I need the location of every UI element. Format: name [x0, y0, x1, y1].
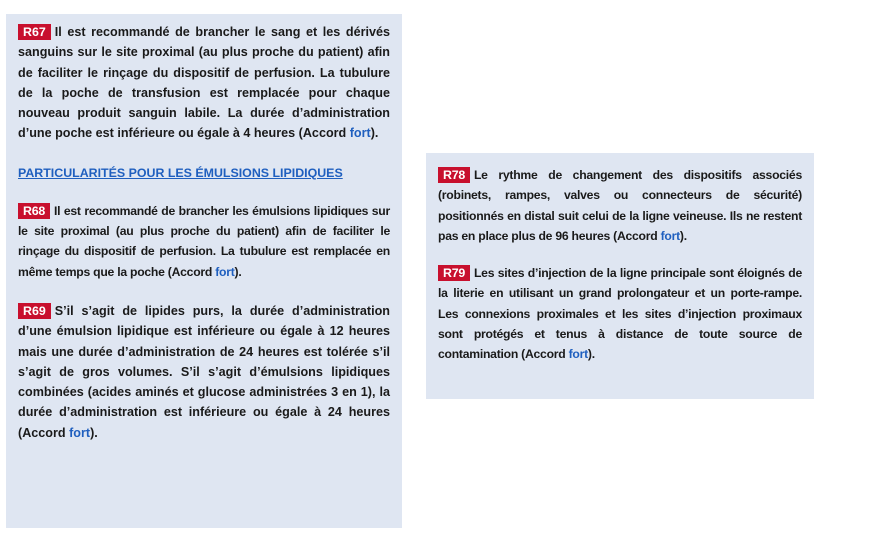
recommendation-end: ). — [234, 264, 242, 279]
recommendation-badge: R79 — [438, 265, 470, 281]
recommendation-r69 — [18, 301, 390, 443]
recommendation-r68 — [18, 201, 390, 282]
recommendation-r78 — [438, 165, 802, 246]
recommendation-end: ). — [370, 126, 379, 141]
agreement-strength: fort — [215, 264, 235, 279]
recommendation-end: ). — [90, 425, 98, 440]
agreement-strength: fort — [568, 347, 588, 362]
agreement-strength: fort — [69, 425, 91, 440]
recommendation-r67 — [18, 22, 390, 144]
recommendation-badge: R78 — [438, 167, 470, 183]
section-title-lipid-emulsions: PARTICULARITÉS POUR LES ÉMULSIONS LIPIDIQUES — [18, 165, 343, 180]
recommendation-text: Il est recommandé de brancher les émulsions lipidiques sur le site proximal (au plus proche du patient) afin de faciliter le rinçage du dispositif de perfusion. La tubulure est remplacée en même temps que la poche (Accord — [18, 203, 390, 279]
recommendation-text: Le rythme de changement des dispositifs associés (robinets, rampes, valves ou connecteurs de sécurité) positionnés en distal suit celui de la ligne veineuse. Ils ne restent pas en place plus de 96 heures (Accord — [438, 168, 802, 243]
recommendation-end: ). — [679, 228, 687, 243]
recommendation-text: Les sites d’injection de la ligne principale sont éloignés de la literie en utilisant un grand prolongateur et un porte-rampe. Les connexions proximales et les sites d’injection proximaux sont protégés et tenus à distance de toute source de contamination (Accord — [438, 266, 802, 362]
left-recommendations-panel — [6, 14, 402, 528]
recommendation-text: Il est recommandé de brancher le sang et les dérivés sanguins sur le site proximal (au plus proche du patient) afin de faciliter le rinçage du dispositif de perfusion. La tubulure de la poche de transfusion est remplacée pour chaque nouveau produit sanguin labile. La durée d’administration d’une poche est inférieure ou égale à 4 heures (Accord — [18, 25, 390, 141]
recommendation-badge: R69 — [18, 303, 51, 319]
agreement-strength: fort — [660, 228, 680, 243]
recommendation-end: ). — [587, 347, 595, 362]
recommendation-text: S’il s’agit de lipides purs, la durée d’administration d’une émulsion lipidique est inférieure ou égale à 12 heures mais une durée d’administration de 24 heures est tolérée s’il s’agit de gros volumes. S’il s’agit d’émulsions lipidiques combinées (acides aminés et glucose administrées 3 en 1), la durée d’administration est inférieure ou égale à 24 heures (Accord — [18, 303, 390, 440]
right-recommendations-panel — [426, 153, 814, 399]
recommendation-badge: R67 — [18, 24, 51, 40]
agreement-strength: fort — [349, 126, 371, 141]
recommendation-badge: R68 — [18, 203, 50, 219]
recommendation-r79 — [438, 263, 802, 364]
